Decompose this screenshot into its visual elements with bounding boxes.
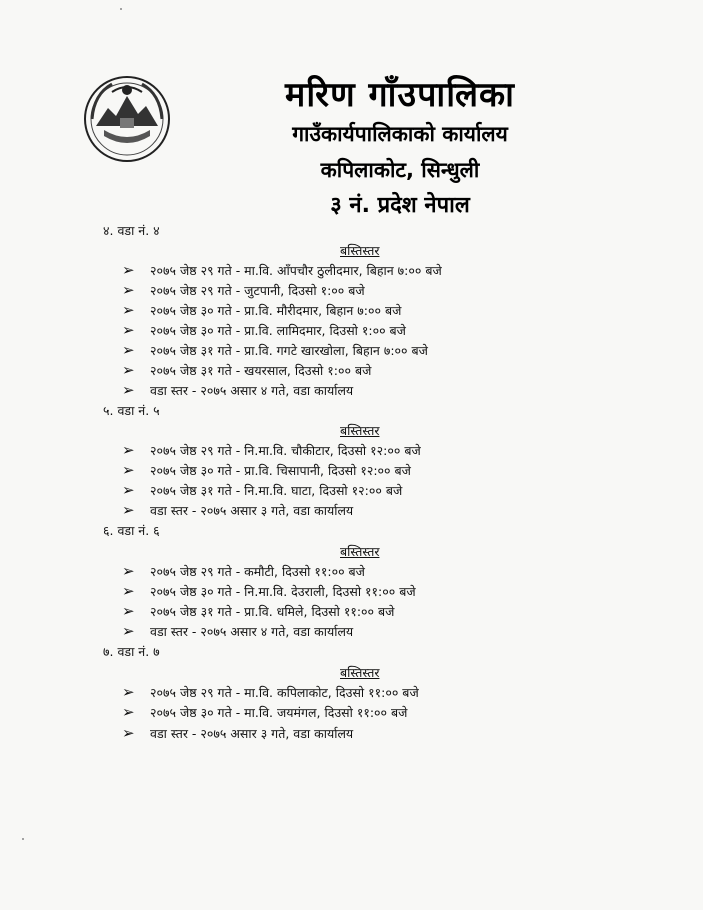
list-item: ➢ २०७५ जेष्ठ २९ गते - कमौटी, दिउसो ११:०० बजे bbox=[122, 562, 365, 580]
section-subheading: बस्तिस्तर bbox=[340, 423, 380, 438]
ward-heading: ६. वडा नं. ६ bbox=[103, 523, 160, 538]
list-item: ➢ वडा स्तर - २०७५ असार ४ गते, वडा कार्यालय bbox=[122, 622, 354, 640]
list-item: ➢ २०७५ जेष्ठ २९ गते - नि.मा.वि. चौकीटार, दिउसो १२:०० बजे bbox=[122, 441, 421, 459]
arrow-bullet-icon: ➢ bbox=[122, 341, 135, 359]
nepal-government-emblem-icon bbox=[82, 74, 172, 164]
list-item: ➢ २०७५ जेष्ठ ३१ गते - प्रा.वि. धमिले, दिउसो ११:०० बजे bbox=[122, 602, 395, 620]
arrow-bullet-icon: ➢ bbox=[122, 724, 135, 742]
arrow-bullet-icon: ➢ bbox=[122, 361, 135, 379]
arrow-bullet-icon: ➢ bbox=[122, 321, 135, 339]
list-item: ➢ २०७५ जेष्ठ ३१ गते - प्रा.वि. गगटे खारखोला, बिहान ७:०० बजे bbox=[122, 341, 428, 359]
arrow-bullet-icon: ➢ bbox=[122, 501, 135, 519]
province-country: ३ नं. प्रदेश नेपाल bbox=[330, 193, 470, 218]
list-item: ➢ २०७५ जेष्ठ ३० गते - नि.मा.वि. देउराली, दिउसो ११:०० बजे bbox=[122, 582, 416, 600]
list-item: ➢ २०७५ जेष्ठ २९ गते - जुटपानी, दिउसो १:०० बजे bbox=[122, 281, 365, 299]
list-item: ➢ २०७५ जेष्ठ २९ गते - मा.वि. आँपचौर ठुलीदमार, बिहान ७:०० बजे bbox=[122, 261, 442, 279]
office-address: कपिलाकोट, सिन्धुली bbox=[320, 158, 480, 182]
scan-speck bbox=[120, 8, 122, 10]
arrow-bullet-icon: ➢ bbox=[122, 622, 135, 640]
list-item: ➢ २०७५ जेष्ठ ३० गते - प्रा.वि. चिसापानी, दिउसो १२:०० बजे bbox=[122, 461, 411, 479]
arrow-bullet-icon: ➢ bbox=[122, 381, 135, 399]
list-item: ➢ २०७५ जेष्ठ ३० गते - मा.वि. जयमंगल, दिउसो ११:०० बजे bbox=[122, 703, 408, 721]
list-item: ➢ वडा स्तर - २०७५ असार ३ गते, वडा कार्यालय bbox=[122, 501, 354, 519]
arrow-bullet-icon: ➢ bbox=[122, 582, 135, 600]
list-item: ➢ २०७५ जेष्ठ २९ गते - मा.वि. कपिलाकोट, दिउसो ११:०० बजे bbox=[122, 683, 419, 701]
municipality-name: मरिण गाँउपालिका bbox=[285, 75, 515, 115]
arrow-bullet-icon: ➢ bbox=[122, 261, 135, 279]
arrow-bullet-icon: ➢ bbox=[122, 441, 135, 459]
office-name: गाउँकार्यपालिकाको कार्यालय bbox=[292, 122, 508, 146]
list-item: ➢ २०७५ जेष्ठ ३० गते - प्रा.वि. मौरीदमार, बिहान ७:०० बजे bbox=[122, 301, 402, 319]
arrow-bullet-icon: ➢ bbox=[122, 281, 135, 299]
arrow-bullet-icon: ➢ bbox=[122, 703, 135, 721]
list-item: ➢ २०७५ जेष्ठ ३१ गते - नि.मा.वि. घाटा, दिउसो १२:०० बजे bbox=[122, 481, 403, 499]
scan-speck bbox=[22, 838, 24, 840]
arrow-bullet-icon: ➢ bbox=[122, 481, 135, 499]
list-item: ➢ २०७५ जेष्ठ ३१ गते - खयरसाल, दिउसो १:०० बजे bbox=[122, 361, 372, 379]
section-subheading: बस्तिस्तर bbox=[340, 665, 380, 680]
arrow-bullet-icon: ➢ bbox=[122, 461, 135, 479]
list-item: ➢ वडा स्तर - २०७५ असार ३ गते, वडा कार्यालय bbox=[122, 724, 354, 742]
section-subheading: बस्तिस्तर bbox=[340, 243, 380, 258]
arrow-bullet-icon: ➢ bbox=[122, 562, 135, 580]
ward-heading: ४. वडा नं. ४ bbox=[103, 223, 160, 238]
ward-heading: ७. वडा नं. ७ bbox=[103, 644, 160, 659]
arrow-bullet-icon: ➢ bbox=[122, 602, 135, 620]
arrow-bullet-icon: ➢ bbox=[122, 301, 135, 319]
ward-heading: ५. वडा नं. ५ bbox=[103, 403, 160, 418]
arrow-bullet-icon: ➢ bbox=[122, 683, 135, 701]
section-subheading: बस्तिस्तर bbox=[340, 544, 380, 559]
list-item: ➢ वडा स्तर - २०७५ असार ४ गते, वडा कार्यालय bbox=[122, 381, 354, 399]
list-item: ➢ २०७५ जेष्ठ ३० गते - प्रा.वि. लामिदमार, दिउसो १:०० बजे bbox=[122, 321, 406, 339]
